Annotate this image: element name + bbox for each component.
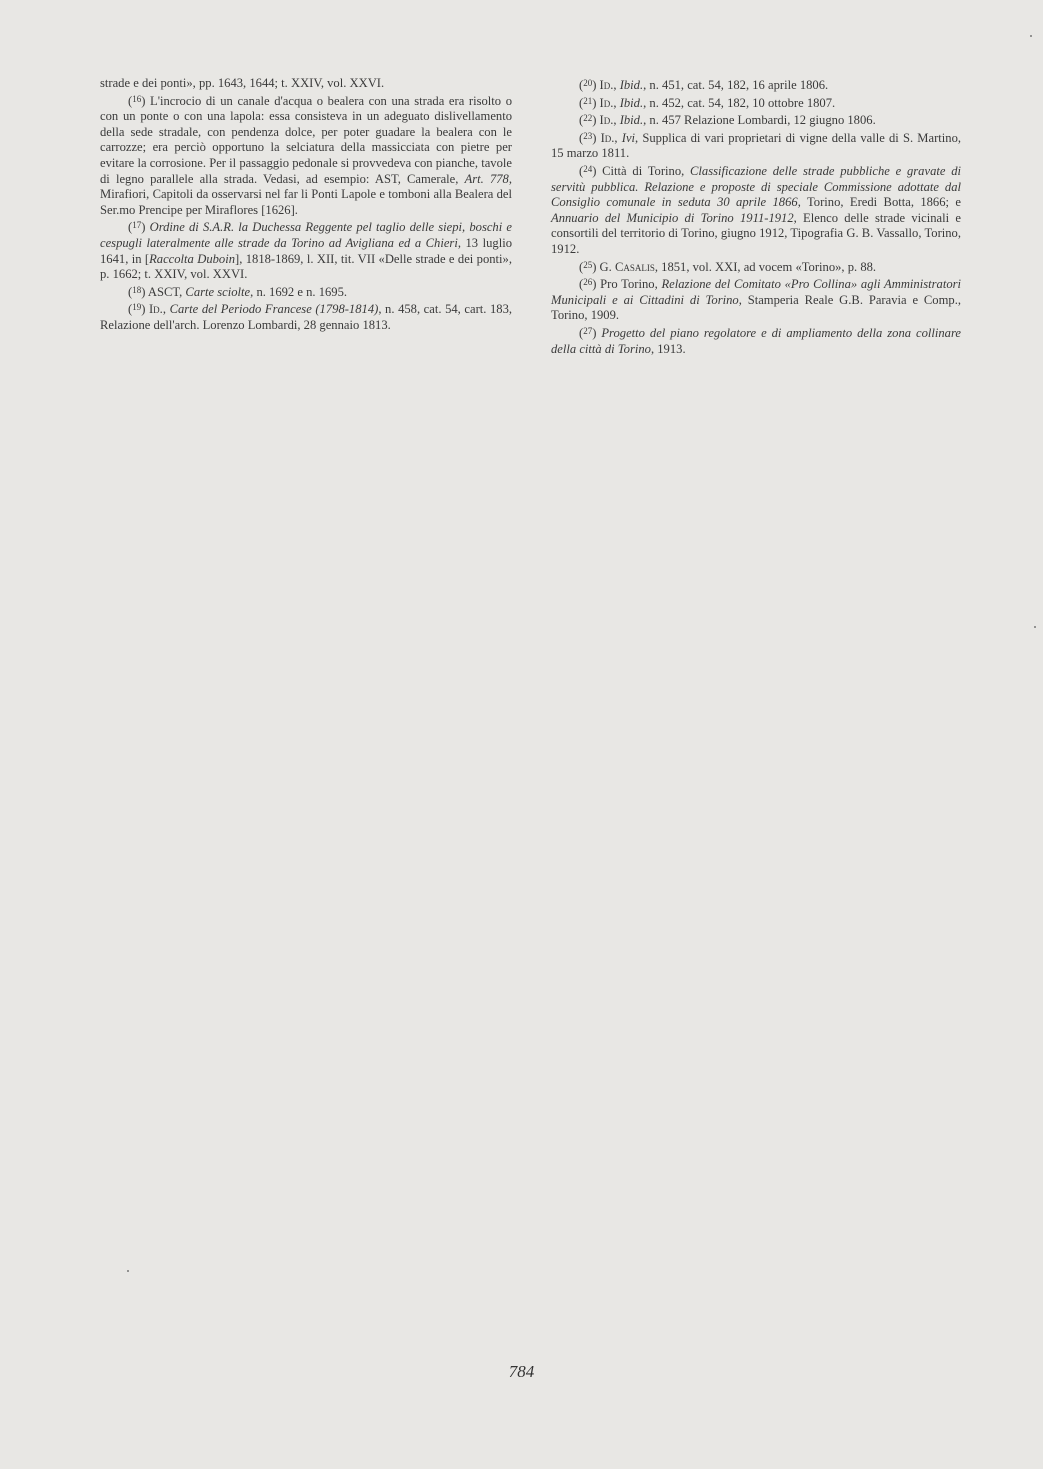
footnote-number: 24 [583,163,593,174]
footnote-number: 27 [583,325,593,336]
footnotes-left-column [100,76,512,334]
footnote-number: 16 [132,93,142,104]
footnote-number: 18 [132,284,142,295]
footnote-number: 17 [132,220,142,231]
footnote-20: ($^{20}$) Id., Ibid., n. 451, cat. 54, 182, 16 aprile 1806. [579,78,829,92]
footnote-number: 20 [583,78,593,88]
footnote-25: ($^{25}$) G. Casalis, 1851, vol. XXI, ad vocem «Torino», p. 88. [579,259,877,274]
scan-speck [127,1270,129,1272]
footnote-27: ($^{27}$) Progetto del piano regolatore e di ampliamento della zona collinare della città di Torino, 1913. [551,325,961,356]
footnote-23: ($^{23}$) Id., Ivi, Supplica di vari proprietari di vigne della valle di S. Martino, 15 marzo 1811. [551,130,962,161]
footnote-26: ($^{26}$) Pro Torino, Relazione del Comitato «Pro Collina» agli Amministratori Municipali e ai Cittadini di Torino, Stamperia Reale G.B. Paravia e Comp., Torino, 1909. [551,277,962,323]
scan-speck [1034,626,1036,628]
footnote-22: ($^{22}$) Id., Ibid., n. 457 Relazione Lombardi, 12 giugno 1806. [579,113,876,128]
footnote-16: ($^{16}$) L'incrocio di un canale d'acqua o bealera con una strada era risolto o con un ponte o con una lapola: essa consisteva in un adeguato dislivellamento della sede stradale, con pendenza dolce, per poter guadare la bealera con le carrozze; era perciò opportuno la selciatura della massicciata con pietre per evitare la corrosione. Per il passaggio pedonale si provvedeva con pianche, tavole di legno parallele alla strada. Vedasi, ad esempio: AST, Camerale, Art. 778, Mirafiori, Capitoli da osservarsi nel far li Ponti Lapole e tomboni alla Bealera del Ser.mo Prencipe per Miraflores [1626]. [100,93,512,217]
footnote-number: 19 [132,302,142,313]
footnote-19: ($^{19}$) Id., Carte del Periodo Francese (1798-1814), n. 458, cat. 54, cart. 183, Relazione dell'arch. Lorenzo Lombardi, 28 gennaio 1813. [100,302,513,332]
footnote-number: 25 [583,259,593,270]
footnote-number: 21 [583,95,593,106]
footnote-number: 22 [583,113,593,124]
footnote-21: ($^{21}$) Id., Ibid., n. 452, cat. 54, 182, 10 ottobre 1807. [579,95,836,110]
footnotes-right-column [551,76,961,357]
footnote-number: 23 [583,130,593,141]
footnote-15-continuation: strade e dei ponti», pp. 1643, 1644; t. XXIV, vol. XXVI. [100,76,385,90]
scan-speck [1030,35,1032,37]
footnote-18: ($^{18}$) ASCT, Carte sciolte, n. 1692 e n. 1695. [128,284,348,299]
footnote-24: ($^{24}$) Città di Torino, Classificazione delle strade pubbliche e gravate di servitù pubblica. Relazione e proposte di speciale Commissione adottate dal Consiglio comunale in seduta 30 aprile 1866, Torino, Eredi Botta, 1866; e Annuario del Municipio di Torino 1911-1912, Elenco delle strade vicinali e consortili del territorio di Torino, giugno 1912, Tipografia G. B. Vassallo, Torino, 1912. [551,163,961,256]
page-number: 784 [508,1362,535,1381]
footnote-number: 26 [583,277,593,288]
footnote-17: ($^{17}$) Ordine di S.A.R. la Duchessa Reggente pel taglio delle siepi, boschi e cespugli lateralmente alle strade da Torino ad Avigliana ed a Chieri, 13 luglio 1641, in [Raccolta Duboin], 1818-1869, l. XII, tit. VII «Delle strade e dei ponti», p. 1662; t. XXIV, vol. XXVI. [100,220,512,282]
